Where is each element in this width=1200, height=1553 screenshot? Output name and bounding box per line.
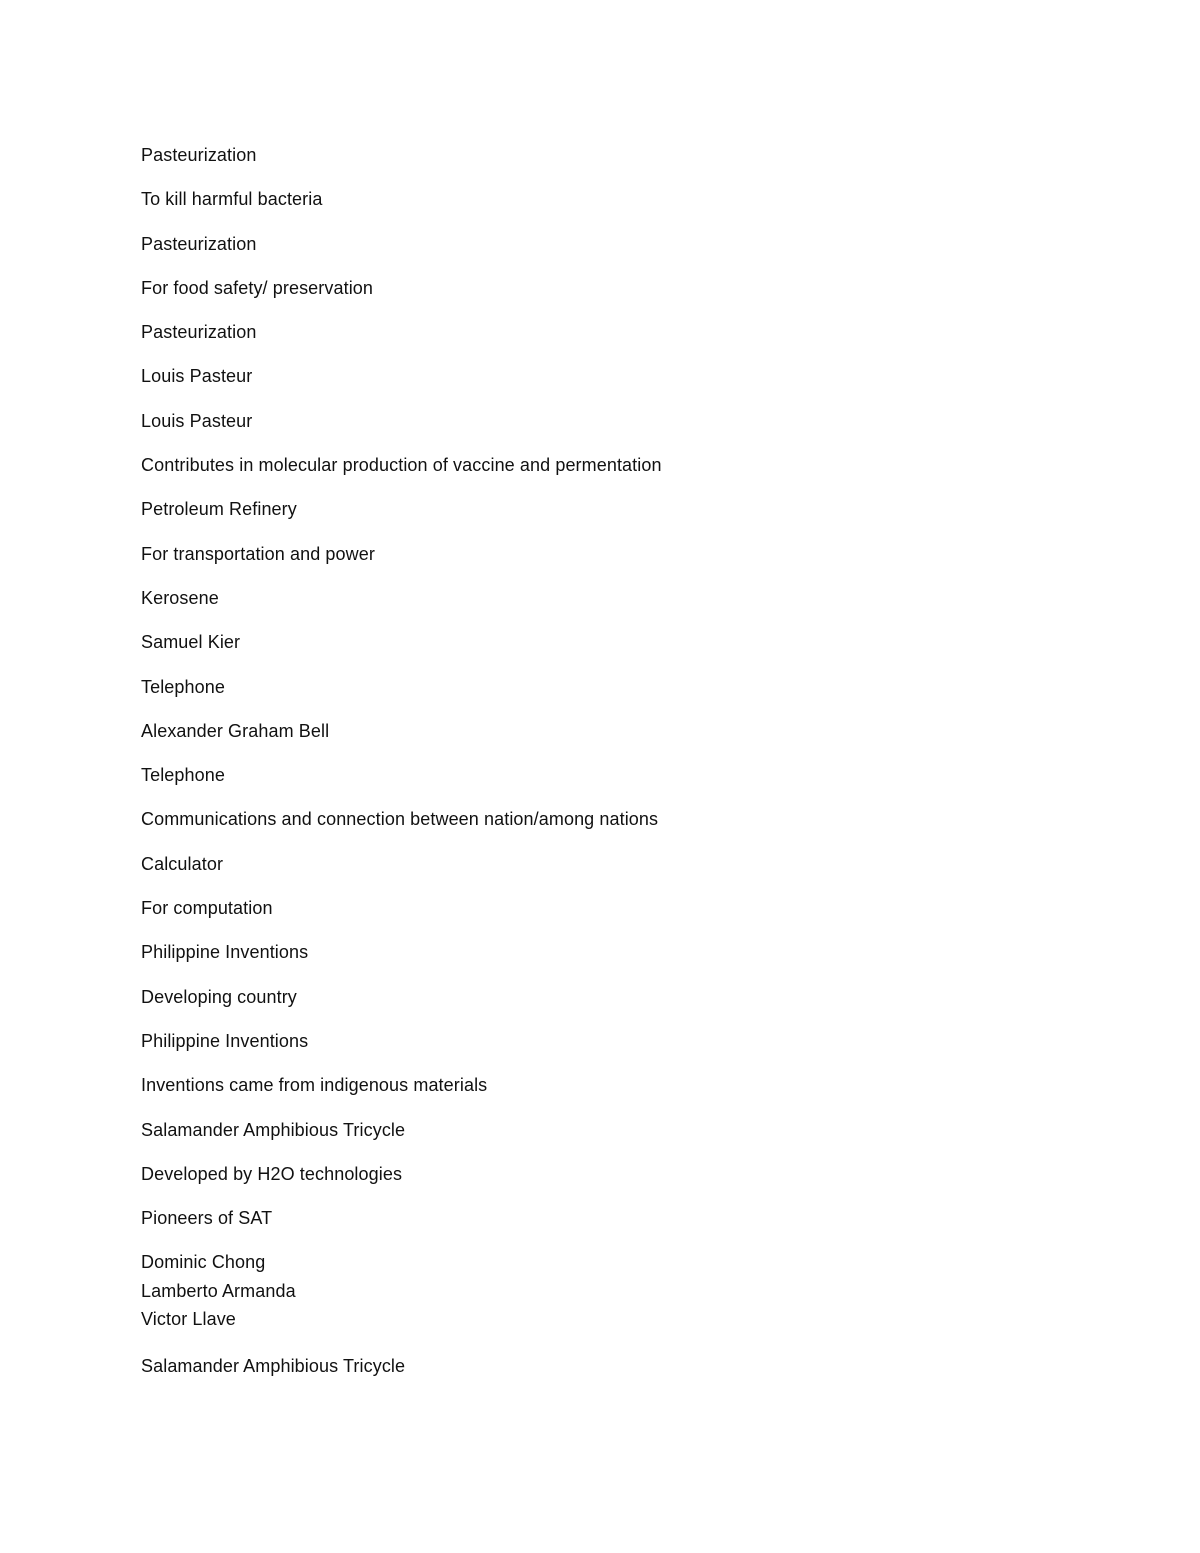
paragraph: For computation bbox=[141, 898, 273, 919]
paragraph: Kerosene bbox=[141, 587, 219, 608]
pioneer-name: Dominic Chong bbox=[141, 1252, 266, 1273]
paragraph: Philippine Inventions bbox=[141, 942, 309, 963]
paragraph: Salamander Amphibious Tricycle bbox=[141, 1355, 406, 1376]
paragraph: Louis Pasteur bbox=[141, 410, 253, 431]
paragraph: Developing country bbox=[141, 986, 297, 1007]
paragraph: Telephone bbox=[141, 676, 225, 697]
paragraph: Pioneers of SAT bbox=[141, 1208, 273, 1229]
pioneer-name: Lamberto Armanda bbox=[141, 1280, 296, 1301]
paragraph: Communications and connection between nation/among nations bbox=[141, 809, 659, 830]
paragraph: Philippine Inventions bbox=[141, 1030, 309, 1051]
paragraph: For food safety/ preservation bbox=[141, 277, 374, 298]
paragraph: Pasteurization bbox=[141, 322, 257, 343]
pioneers-names-block bbox=[141, 1248, 1141, 1333]
paragraph: Petroleum Refinery bbox=[141, 499, 297, 520]
paragraph: Pasteurization bbox=[141, 233, 257, 254]
paragraph: Pasteurization bbox=[141, 145, 257, 165]
pioneer-name: Victor Llave bbox=[141, 1309, 236, 1330]
paragraph: Salamander Amphibious Tricycle bbox=[141, 1119, 406, 1140]
paragraph: Louis Pasteur bbox=[141, 366, 253, 387]
paragraph: Samuel Kier bbox=[141, 632, 241, 653]
paragraph: Telephone bbox=[141, 765, 225, 786]
document-body bbox=[141, 143, 1141, 1398]
paragraph: Developed by H2O technologies bbox=[141, 1163, 403, 1184]
paragraph: Alexander Graham Bell bbox=[141, 720, 330, 741]
paragraph: Calculator bbox=[141, 853, 224, 874]
paragraph: For transportation and power bbox=[141, 543, 375, 564]
paragraph: Inventions came from indigenous materials bbox=[141, 1075, 488, 1096]
paragraph: Contributes in molecular production of vaccine and permentation bbox=[141, 455, 662, 476]
paragraph: To kill harmful bacteria bbox=[141, 189, 323, 210]
